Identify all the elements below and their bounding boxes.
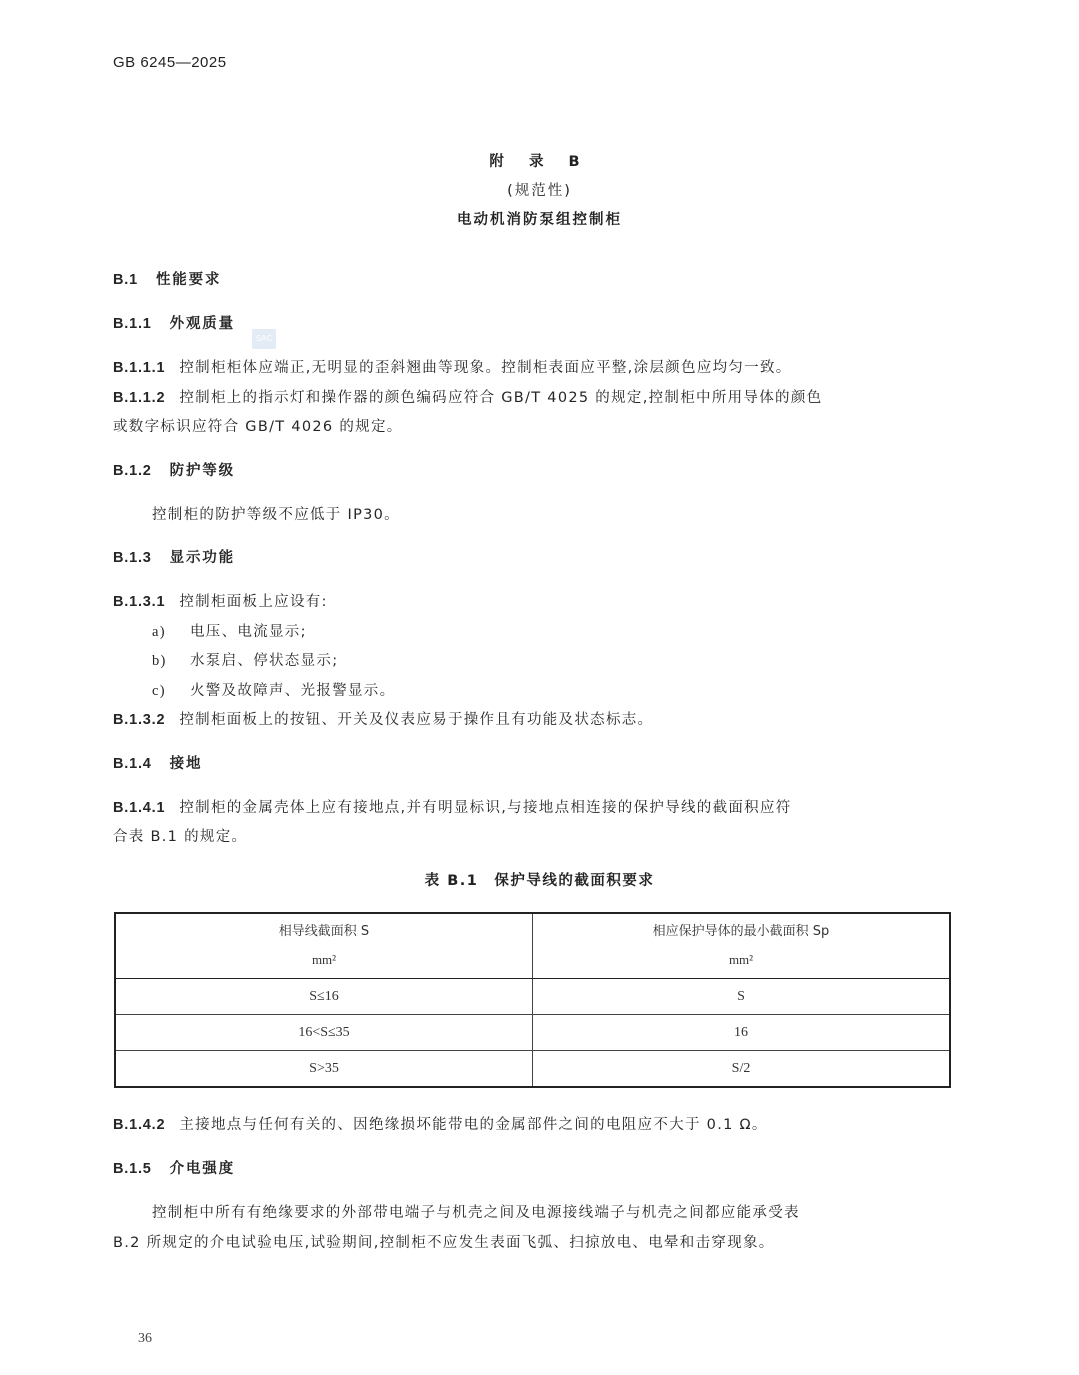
- clause-b12-text: 控制柜的防护等级不应低于 IP30。: [152, 507, 400, 523]
- list-text: 电压、电流显示;: [190, 624, 307, 640]
- section-title: 接地: [169, 756, 203, 772]
- appendix-type: (规范性): [507, 183, 572, 199]
- table-title: 保护导线的截面积要求: [494, 873, 655, 889]
- table-row: [115, 979, 950, 1015]
- list-marker: a): [152, 624, 166, 640]
- appendix-name: 电动机消防泵组控制柜: [457, 212, 622, 228]
- table-cell: S≤16: [115, 979, 533, 1015]
- table-cell: S>35: [115, 1051, 533, 1088]
- section-title: 性能要求: [155, 272, 222, 288]
- table-number: 表 B.1: [424, 873, 479, 889]
- table-cell: S: [533, 979, 951, 1015]
- section-number: B.1.4: [113, 756, 152, 772]
- list-marker: b): [152, 653, 167, 669]
- section-heading-b1: [113, 268, 953, 289]
- column-header-unit: mm²: [728, 952, 754, 967]
- clause-text: 主接地点与任何有关的、因绝缘损坏能带电的金属部件之间的电阻应不大于 0.1 Ω。: [179, 1117, 768, 1133]
- clause-b141: [113, 796, 953, 817]
- clause-b15-continued: B.2 所规定的介电试验电压,试验期间,控制柜不应发生表面飞弧、扫掠放电、电晕和击穿现象。: [113, 1235, 775, 1251]
- section-heading-b11: [113, 312, 953, 333]
- column-header-label: 相导线截面积 S: [278, 924, 370, 939]
- section-number: B.1.5: [113, 1161, 152, 1177]
- clause-number: B.1.1.2: [113, 390, 166, 406]
- clause-number: B.1.3.2: [113, 712, 166, 728]
- clause-b131: [113, 590, 953, 611]
- section-title: 介电强度: [169, 1161, 235, 1177]
- table-caption: [0, 869, 1079, 890]
- list-marker: c): [152, 683, 166, 699]
- clause-b141-continued: 合表 B.1 的规定。: [113, 829, 248, 845]
- clause-text: 控制柜的金属壳体上应有接地点,并有明显标识,与接地点相连接的保护导线的截面积应符: [179, 800, 792, 816]
- clause-b132: [113, 708, 953, 729]
- clause-number: B.1.1.1: [113, 360, 166, 376]
- section-heading-b14: [113, 752, 953, 773]
- clause-text: 控制柜面板上的按钮、开关及仪表应易于操作且有功能及状态标志。: [179, 712, 654, 728]
- cross-section-table: [114, 912, 951, 1088]
- section-title: 外观质量: [169, 316, 235, 332]
- clause-number: B.1.4.1: [113, 800, 166, 816]
- column-header-unit: mm²: [311, 952, 337, 967]
- table-header-cell: [533, 913, 951, 979]
- clause-text: 控制柜柜体应端正,无明显的歪斜翘曲等现象。控制柜表面应平整,涂层颜色应均匀一致。: [179, 360, 792, 376]
- table-row: [115, 1051, 950, 1088]
- list-item: [152, 620, 992, 641]
- clause-b15-text: 控制柜中所有有绝缘要求的外部带电端子与机壳之间及电源接线端子与机壳之间都应能承受表: [152, 1205, 800, 1221]
- section-title: 显示功能: [169, 550, 235, 566]
- clause-b112: [113, 386, 953, 407]
- list-text: 水泵启、停状态显示;: [190, 653, 339, 669]
- section-number: B.1.1: [113, 316, 152, 332]
- list-text: 火警及故障声、光报警显示。: [190, 683, 396, 699]
- clause-b111: [113, 356, 953, 377]
- section-number: B.1: [113, 272, 138, 288]
- table-row: [115, 1015, 950, 1051]
- section-number: B.1.2: [113, 463, 152, 479]
- table-cell: S/2: [533, 1051, 951, 1088]
- table-header-row: [115, 913, 950, 979]
- list-item: [152, 679, 992, 700]
- clause-b112-continued: 或数字标识应符合 GB/T 4026 的规定。: [113, 419, 403, 435]
- clause-b142: [113, 1113, 953, 1134]
- watermark-logo: SAC: [252, 329, 276, 349]
- list-item: [152, 649, 992, 670]
- clause-text: 控制柜上的指示灯和操作器的颜色编码应符合 GB/T 4025 的规定,控制柜中所用导体的颜色: [179, 390, 823, 406]
- table-header-cell: [115, 913, 533, 979]
- clause-text: 控制柜面板上应设有:: [179, 594, 328, 610]
- standard-id: GB 6245—2025: [113, 54, 227, 71]
- clause-number: B.1.3.1: [113, 594, 166, 610]
- column-header-label: 相应保护导体的最小截面积 Sp: [652, 924, 830, 939]
- section-heading-b12: [113, 459, 953, 480]
- section-heading-b13: [113, 546, 953, 567]
- clause-number: B.1.4.2: [113, 1117, 166, 1133]
- section-heading-b15: [113, 1157, 953, 1178]
- table-cell: 16: [533, 1015, 951, 1051]
- section-number: B.1.3: [113, 550, 152, 566]
- section-title: 防护等级: [169, 463, 235, 479]
- page-number: 36: [138, 1331, 152, 1346]
- appendix-title: 附 录 B: [489, 154, 590, 170]
- table-cell: 16<S≤35: [115, 1015, 533, 1051]
